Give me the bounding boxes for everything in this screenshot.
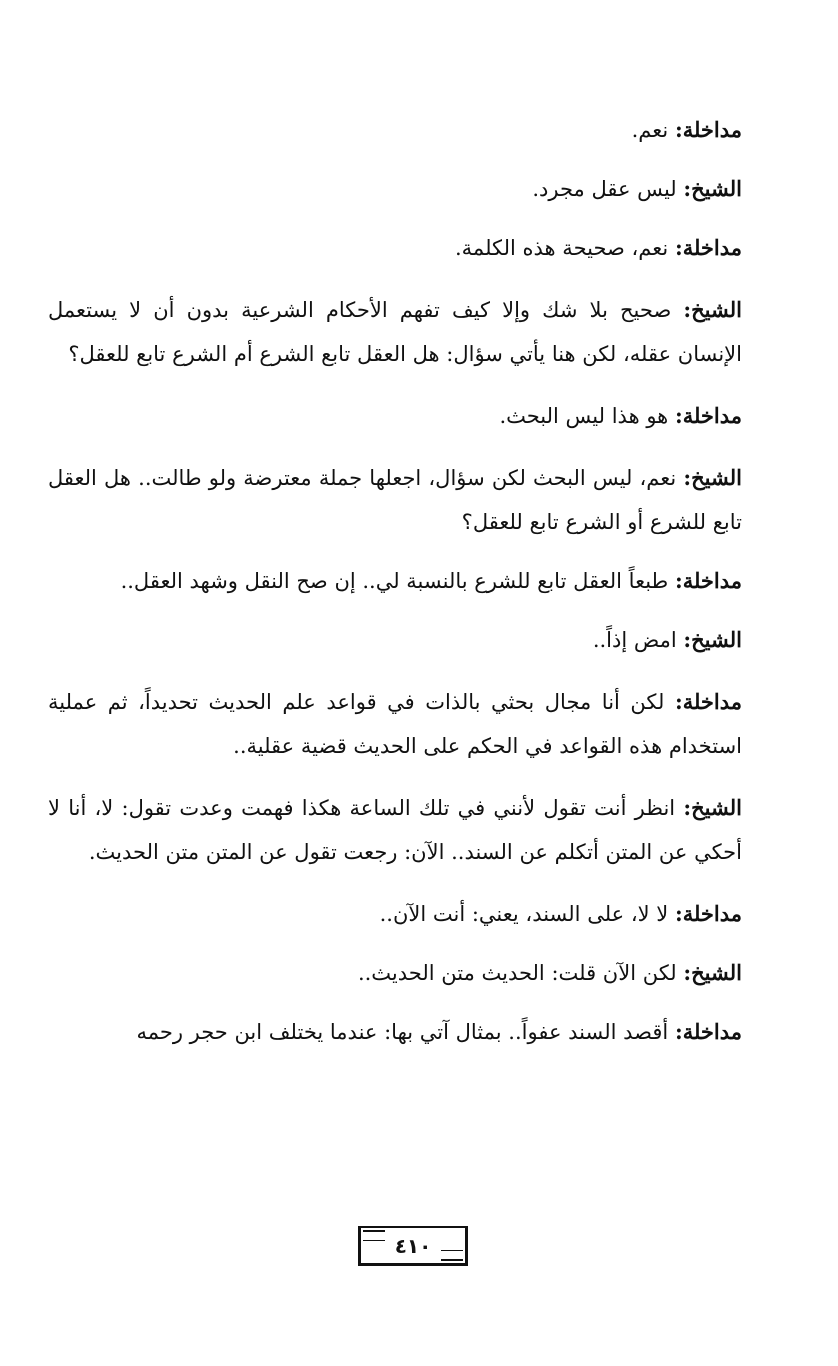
paragraph-10	[48, 786, 790, 874]
paragraph-7	[48, 559, 790, 603]
paragraph-text: ليس عقل مجرد.	[532, 177, 684, 201]
paragraph-12	[48, 951, 790, 995]
paragraph-8	[48, 618, 790, 662]
page-number-frame	[358, 1226, 468, 1266]
speaker-label: الشيخ:	[683, 627, 742, 652]
paragraph-3	[48, 226, 790, 270]
speaker-label: مداخلة:	[674, 403, 742, 428]
paragraph-text: نعم.	[631, 118, 675, 142]
paragraph-5	[48, 394, 790, 438]
paragraph-text: نعم، ليس البحث لكن سؤال، اجعلها جملة معترضة ولو طالت.. هل العقل تابع للشرع أو الشرع تابع للعقل؟	[48, 466, 742, 534]
paragraph-text: أقصد السند عفواً.. بمثال آتي بها: عندما يختلف ابن حجر رحمه	[136, 1020, 675, 1044]
speaker-label: الشيخ:	[683, 795, 742, 820]
paragraph-text: لكن الآن قلت: الحديث متن الحديث..	[357, 961, 684, 985]
paragraph-text: هو هذا ليس البحث.	[499, 404, 675, 428]
paragraph-4	[48, 288, 790, 376]
speaker-label: الشيخ:	[683, 465, 742, 490]
paragraph-text: نعم، صحيحة هذه الكلمة.	[455, 236, 675, 260]
paragraph-2	[48, 167, 790, 211]
page-number: ٤١٠	[394, 1234, 432, 1258]
paragraph-text: انظر أنت تقول لأنني في تلك الساعة هكذا فهمت وعدت تقول: لا، أنا لا أحكي عن المتن أتكلم عن السند.. الآن: رجعت تقول عن المتن متن الحديث.	[48, 796, 742, 864]
speaker-label: مداخلة:	[674, 1019, 742, 1044]
speaker-label: مداخلة:	[674, 235, 742, 260]
paragraph-13	[48, 1010, 790, 1054]
speaker-label: الشيخ:	[683, 176, 742, 201]
speaker-label: مداخلة:	[674, 901, 742, 926]
paragraph-text: لا لا، على السند، يعني: أنت الآن..	[379, 902, 675, 926]
paragraph-9	[48, 680, 790, 768]
speaker-label: مداخلة:	[674, 568, 742, 593]
speaker-label: مداخلة:	[674, 117, 742, 142]
speaker-label: مداخلة:	[674, 689, 742, 714]
speaker-label: الشيخ:	[683, 960, 742, 985]
paragraph-text: صحيح بلا شك وإلا كيف تفهم الأحكام الشرعية بدون أن لا يستعمل الإنسان عقله، لكن هنا يأتي سؤال: هل العقل تابع الشرع أم الشرع تابع للعقل؟	[48, 298, 742, 366]
paragraph-6	[48, 456, 790, 544]
paragraph-11	[48, 892, 790, 936]
document-page	[48, 108, 790, 1208]
speaker-label: الشيخ:	[683, 297, 742, 322]
paragraph-1	[48, 108, 790, 152]
paragraph-text: لكن أنا مجال بحثي بالذات في قواعد علم الحديث تحديداً، ثم عملية استخدام هذه القواعد في الحكم على الحديث قضية عقلية..	[48, 690, 742, 758]
paragraph-text: طبعاً العقل تابع للشرع بالنسبة لي.. إن صح النقل وشهد العقل..	[120, 569, 675, 593]
paragraph-text: امض إذاً..	[592, 628, 684, 652]
